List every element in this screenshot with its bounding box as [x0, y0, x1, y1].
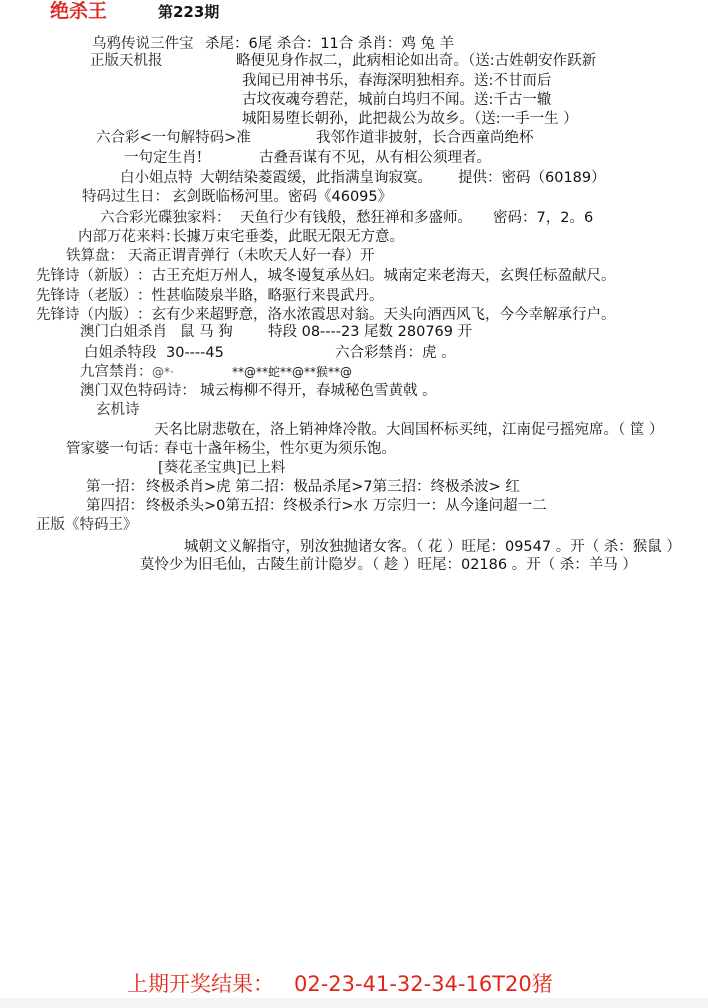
- issue-number: 第223期: [158, 3, 220, 21]
- line-label: 管家婆一句话：: [66, 441, 168, 457]
- line-extra: 六合彩禁肖：虎 。: [335, 345, 456, 361]
- line-label: 第四招：: [86, 498, 144, 514]
- line-text: ：古王充炬万州人，城冬谩复承丛妇。城南定来老海天，玄舆任标盈献尺。: [137, 268, 616, 284]
- line-label: 正版《特码王》: [36, 517, 138, 533]
- line-text: 终极杀肖>虎 第二招：极品杀尾>7第三招：终极杀波> 红: [146, 479, 520, 495]
- line-text: [葵花圣宝典]已上料: [158, 460, 286, 476]
- line-extra: **@**蛇**@**猴**@: [232, 365, 353, 379]
- line-text: 我邻作道非披射，长合西童尚绝杯: [316, 130, 534, 146]
- line-text: 古叠吾谋有不见，从有相公须理者。: [259, 150, 491, 166]
- line-text: 天鱼行少有钱般，愁狂禅和多盛师。: [240, 210, 472, 226]
- line-label: 六合彩<一句解特码>准: [96, 130, 251, 146]
- line-label: 先锋诗（新版）: [36, 268, 138, 284]
- bottom-strip: [0, 998, 708, 1008]
- last-result-numbers: 02-23-41-32-34-16T20猪: [294, 972, 553, 996]
- line-text: 古坟夜魂夸碧茫，城前白坞归不闻。送:千古一辙: [242, 92, 552, 108]
- line-label: 第一招：: [86, 479, 144, 495]
- line-text: 略便见身作叔二，此病相论如出奇。（送:古姓朝安作跃新: [236, 53, 597, 69]
- line-label: 澳门双色特码诗：: [80, 383, 196, 399]
- line-label: 乌鸦传说三件宝: [92, 36, 194, 52]
- line-text: 鼠 马 狗: [180, 324, 233, 340]
- line-text: 我闻已用神书乐，春海深明独相弃。送:不甘而后: [242, 73, 552, 89]
- line-label: 白姐杀特段: [84, 345, 157, 361]
- line-text: 莫怜少为旧毛仙，古陵生前计隐岁。（ 趁 ）旺尾：02186 。开（ 杀：羊马 ）: [140, 557, 637, 573]
- line-text: ：玄有少来超野意，洛水浓霞思对翁。天头向酒西风飞，今今幸解承行户。: [137, 307, 616, 323]
- line-text: 春屯十盏年杨尘，性尔更为须乐饱。: [164, 441, 396, 457]
- page-title: 绝杀王: [50, 0, 108, 22]
- line-label: 正版天机报: [90, 53, 163, 69]
- line-label: 一句定生肖!: [124, 150, 203, 166]
- line-label: 内部万花来料：: [78, 229, 180, 245]
- line-label: 先锋诗（内版）: [36, 307, 138, 323]
- line-label: 特码过生日：: [82, 189, 169, 205]
- line-extra: 提供：密码（60189）: [458, 170, 606, 186]
- line-label: 六合彩光碟独家料：: [100, 210, 231, 226]
- line-label: 澳门白姐杀肖: [80, 324, 167, 340]
- line-text: 大朝结染菱霞缓，此指满皇询寂寞。: [200, 170, 432, 186]
- line-text: 城云梅柳不得开，春城秘色雪黄戟 。: [200, 383, 437, 399]
- line-text: @*·: [152, 365, 174, 379]
- line-label: 九宫禁肖：: [80, 364, 153, 380]
- line-extra: 密码：7，2。6: [493, 210, 594, 226]
- line-text: 城阳易堕长朝孙，此把裁公为故乡。（送:一手一生 ）: [242, 111, 578, 127]
- line-text: 30----45: [166, 345, 224, 361]
- line-label: 铁算盘：: [66, 248, 124, 264]
- line-label: 先锋诗（老版）: [36, 288, 138, 304]
- line-text: 玄剑既临杨河里。密码《46095》: [172, 189, 393, 205]
- line-extra: 特段 08----23 尾数 280769 开: [268, 324, 473, 340]
- line-text: ：性甚临陵泉半賂，略驱行来畏武丹。: [137, 288, 384, 304]
- line-text: 天名比尉悲敬在，洛上销神烽冷散。大闾国杯标买纯，江南促弓摇宛席。（ 筐 ）: [154, 422, 664, 438]
- line-label: 玄机诗: [96, 402, 140, 418]
- line-text: 终极杀头>0第五招：终极杀行>水 万宗归一：从今逢问超一二: [146, 498, 547, 514]
- line-text: 长據万束宅垂娄，此眠无限无方意。: [172, 229, 404, 245]
- line-text: 天斋正谓青弹行（未吹天人好一春）开: [128, 248, 375, 264]
- last-result-label: 上期开奖结果：: [127, 972, 274, 996]
- line-label: 白小姐点特: [120, 170, 193, 186]
- line-text: 杀尾：6尾 杀合：11合 杀肖：鸡 兔 羊: [205, 36, 455, 52]
- line-text: 城朝文义解指守，别汝独抛诸女客。（ 花 ）旺尾：09547 。开（ 杀：猴鼠 ）: [184, 539, 681, 555]
